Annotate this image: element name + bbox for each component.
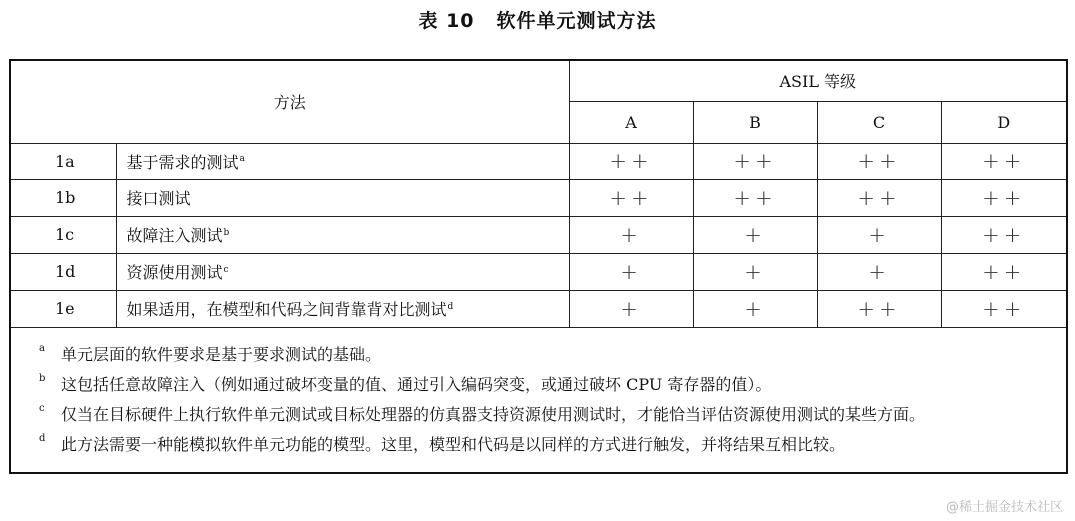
note-a: a 单元层面的软件要求是基于要求测试的基础。: [39, 342, 382, 364]
rating-b: +: [693, 216, 817, 253]
rating-c: +: [817, 216, 941, 253]
header-row: [10, 60, 1067, 101]
table-notes: [10, 327, 1067, 473]
rating-b: ++: [693, 143, 817, 179]
table-title: [0, 6, 1075, 33]
watermark: @稀土掘金技术社区: [945, 500, 1063, 515]
level-c-header: C: [817, 101, 941, 143]
table-row: [10, 253, 1067, 290]
table-number: 表 10: [418, 10, 475, 32]
rating-a: +: [569, 253, 693, 290]
rating-a: +: [569, 290, 693, 327]
rating-c: ++: [817, 290, 941, 327]
row-method: 资源使用测试$^c$: [116, 253, 569, 290]
rating-a: ++: [569, 179, 693, 216]
row-method: 接口测试: [116, 179, 569, 216]
row-method: 如果适用，在模型和代码之间背靠背对比测试$^d$: [116, 290, 569, 327]
rating-d: ++: [941, 290, 1067, 327]
level-a-header: A: [569, 101, 693, 143]
rating-b: +: [693, 290, 817, 327]
rating-b: ++: [693, 179, 817, 216]
row-id: 1b: [10, 179, 116, 216]
rating-d: ++: [941, 179, 1067, 216]
method-table: [9, 59, 1068, 474]
table-row: [10, 290, 1067, 327]
note-d: d 此方法需要一种能模拟软件单元功能的模型。这里，模型和代码是以同样的方式进行触发，并将结果互相比较。: [39, 432, 846, 454]
table-row: [10, 143, 1067, 179]
rating-d: ++: [941, 253, 1067, 290]
note-c: c 仅当在目标硬件上执行软件单元测试或目标处理器的仿真器支持资源使用测试时，才能恰当评估资源使用测试的某些方面。: [39, 402, 926, 424]
level-d-header: D: [941, 101, 1067, 143]
table-title-text: 软件单元测试方法: [496, 10, 657, 32]
asil-header: ASIL 等级: [569, 60, 1067, 101]
row-id: 1e: [10, 290, 116, 327]
rating-d: ++: [941, 216, 1067, 253]
method-header: 方法: [10, 60, 569, 143]
rating-c: ++: [817, 143, 941, 179]
rating-b: +: [693, 253, 817, 290]
table-row: [10, 179, 1067, 216]
level-b-header: B: [693, 101, 817, 143]
table-row: [10, 216, 1067, 253]
notes-row: [10, 327, 1067, 473]
rating-a: +: [569, 216, 693, 253]
rating-c: ++: [817, 179, 941, 216]
rating-c: +: [817, 253, 941, 290]
rating-d: ++: [941, 143, 1067, 179]
row-method: 基于需求的测试$^a$: [116, 143, 569, 179]
row-id: 1a: [10, 143, 116, 179]
row-method: 故障注入测试$^b$: [116, 216, 569, 253]
rating-a: ++: [569, 143, 693, 179]
row-id: 1d: [10, 253, 116, 290]
row-id: 1c: [10, 216, 116, 253]
note-b: b 这包括任意故障注入（例如通过破坏变量的值、通过引入编码突变，或通过破坏 CPU 寄存器的值）。: [39, 372, 772, 394]
